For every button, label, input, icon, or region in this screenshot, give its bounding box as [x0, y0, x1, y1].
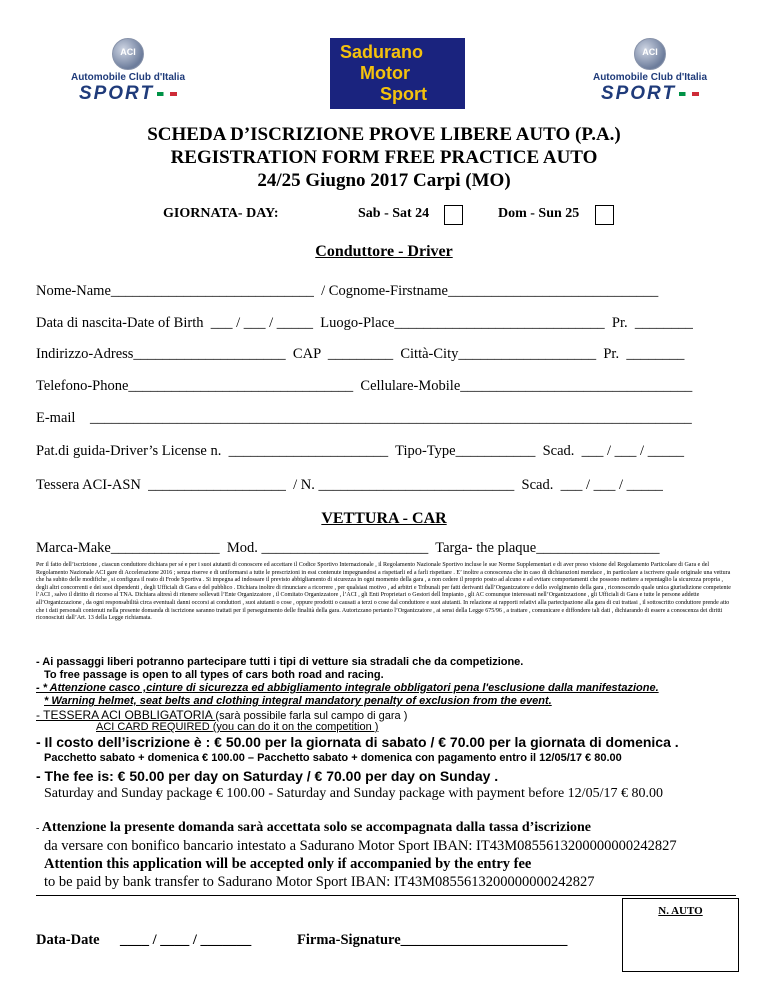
driver-birth-line[interactable]: Data di nascita-Date of Birth ___ / ___ / _____ Luogo-Place_____________________________ Pr. ________ [36, 315, 693, 331]
car-section-heading: VETTURA - CAR [321, 510, 447, 527]
form-title-it: SCHEDA D’ISCRIZIONE PROVE LIBERE AUTO (P.A.) [147, 124, 621, 145]
fee-package-it: Pacchetto sabato + domenica € 100.00 – Pacchetto sabato + domenica con pagamento entro il 12/05/17 € 80.00 [44, 752, 622, 764]
date-label: Data-Date [36, 932, 100, 948]
driver-license-line[interactable]: Pat.di guida-Driver’s License n. ______________________ Tipo-Type___________ Scad. ___ / ___ / _____ [36, 443, 684, 459]
aci-logo-text: Automobile Club d'Italia [70, 72, 186, 83]
driver-phone-line[interactable]: Telefono-Phone_______________________________ Cellulare-Mobile________________________________ [36, 378, 693, 394]
sadurano-motor-sport-logo: Sadurano Motor Sport [330, 38, 465, 109]
aci-emblem-icon: ACI [112, 38, 144, 70]
car-number-box[interactable] [622, 898, 739, 972]
legal-disclaimer: Per il fatto dell’iscrizione , ciascun conduttore dichiara per sé e per i suoi aiutanti di conoscere ed accettare il Codice Sportivo Internazionale , il Regolamento Nazionale Sportivo incluse le sue Norme Supplementari e di aver preso visione del Regolamento Particolare di Gara e del Regolamento Nazionale ACI gare di Accelerazione 2016 ; senza riserve e di uniformarsi a tutte le prescrizioni in essi contenute impegnandosi a rispettarli ed a farli rispettare . E’ inoltre a conoscenza che in caso di dichiarazioni mendace , in particolare a iscrivere quale originale una vettura che ha subito delle modifiche , si configura il reato di Frode Sportiva . Si impegna ad indossare il previsto abbigliamento di sicurezza in ogni momento della gara , a non cedere il proprio posto ad alcuno e ad evitare comportamenti che possono mettere a repentaglio la sicurezza propria , degli altri concorrenti e dei suoi dipendenti , degli Ufficiali di Gara e del pubblico . Dichiara inoltre di rinunciare a ricorrere , per qualsiasi motivo , ad arbitri e Tribunali per fatti derivanti dall’Organizzatore e dello svolgimento della gara , riconoscendo quale unica giurisdizione competente l’ACI , salvo il diritto di ricorso al TNA. Dichiara altresì di ritenere sollevati l’Ente Organizzatore , il Comitato Organizzatore , l’ACI , gli Enti Proprietari o Gestori dell Impianto , gli AC comunque interessati nell’Organizzazione , gli Ufficiali di Gara e tutte le persone addette all’Organizzazione , da ogni responsabilità circa eventuali danni occorsi ai conduttori , suoi aiutanti o cose , oppure prodotti o causati a terzi o cose dal conduttore e suoi aiutanti. In relazione ai rapporti relativi alla partecipazione alla gara di cui trattasi , il sottoscritto conduttore prende atto che i dati personali contenuti nella presente domanda di iscrizione saranno trattati per il perseguimento delle finalità della gara. Autorizzano pertanto l’Organizzatore , ai sensi della Legge 675/96 , a trattare , comunicare e diffondere tali dati , dichiarando di essere a conoscenza dei diritti riconosciuti dall’Art. 13 della Legge richiamata. [36, 562, 731, 622]
day-label: GIORNATA- DAY: [163, 206, 279, 221]
signature-field[interactable]: Firma-Signature_______________________ [297, 932, 568, 948]
driver-aci-card-line[interactable]: Tessera ACI-ASN ___________________ / N. ___________________________ Scad. ___ / ___ / _____ [36, 477, 663, 493]
aci-sport-text: SPORT [590, 83, 710, 105]
fee-package-en: Saturday and Sunday package € 100.00 - Saturday and Sunday package with payment before 12/05/17 € 80.00 [44, 786, 663, 801]
note-safety-it: - * Attenzione casco ,cinture di sicurezza ed abbigliamento integrale obbligatori pena l'esclusione dalla manifestazione. [36, 682, 659, 694]
aci-logo-left [68, 38, 188, 113]
driver-address-line[interactable]: Indirizzo-Adress_____________________ CAP _________ Città-City___________________ Pr. ________ [36, 346, 685, 362]
form-title-en: REGISTRATION FORM FREE PRACTICE AUTO [170, 147, 598, 168]
separator-line [36, 895, 736, 896]
driver-section-heading: Conduttore - Driver [315, 243, 453, 260]
day-sat-label: Sab - Sat 24 [358, 206, 430, 221]
payment-warning-it: - Attenzione la presente domanda sarà accettata solo se accompagnata dalla tassa d’iscrizione [36, 820, 592, 835]
aci-emblem-icon: ACI [634, 38, 666, 70]
date-field[interactable]: ____ / ____ / _______ [120, 932, 252, 948]
car-make-line[interactable]: Marca-Make_______________ Mod. _______________________ Targa- the plaque_________________ [36, 540, 660, 556]
fee-it: - Il costo dell’iscrizione è : € 50.00 per la giornata di sabato / € 70.00 per la giornata di domenica . [36, 734, 679, 750]
payment-warning-en: Attention this application will be accepted only if accompanied by the entry fee [44, 856, 532, 872]
driver-email-line[interactable]: E-mail ___________________________________________________________________________________ [36, 410, 692, 426]
day-sat-checkbox[interactable] [444, 205, 463, 225]
event-date-location: 24/25 Giugno 2017 Carpi (MO) [257, 170, 511, 191]
note-aci-card-en: ACI CARD REQUIRED (you can do it on the competition ) [96, 721, 379, 733]
aci-logo-right [590, 38, 710, 113]
note-vehicles-en: To free passage is open to all types of cars both road and racing. [44, 669, 384, 681]
driver-name-line[interactable]: Nome-Name____________________________ / Cognome-Firstname_____________________________ [36, 283, 659, 299]
note-safety-en: * Warning helmet, seat belts and clothing integral mandatory penalty of exclusion from the event. [44, 695, 552, 707]
note-aci-card-it: - TESSERA ACI OBBLIGATORIA (sarà possibile farla sul campo di gara ) [36, 708, 408, 722]
aci-sport-text: SPORT [68, 83, 188, 105]
payment-iban-en: to be paid by bank transfer to Sadurano Motor Sport IBAN: IT43M0855613200000000242827 [44, 874, 595, 890]
day-sun-label: Dom - Sun 25 [498, 206, 580, 221]
car-number-label: N. AUTO [658, 905, 703, 917]
day-sun-checkbox[interactable] [595, 205, 614, 225]
payment-iban-it: da versare con bonifico bancario intestato a Sadurano Motor Sport IBAN: IT43M0855613200000000242827 [44, 838, 677, 854]
aci-logo-text: Automobile Club d'Italia [592, 72, 708, 83]
note-vehicles-it: - Ai passaggi liberi potranno partecipare tutti i tipi di vetture sia stradali che da competizione. [36, 656, 524, 668]
fee-en: - The fee is: € 50.00 per day on Saturday / € 70.00 per day on Sunday . [36, 768, 499, 784]
